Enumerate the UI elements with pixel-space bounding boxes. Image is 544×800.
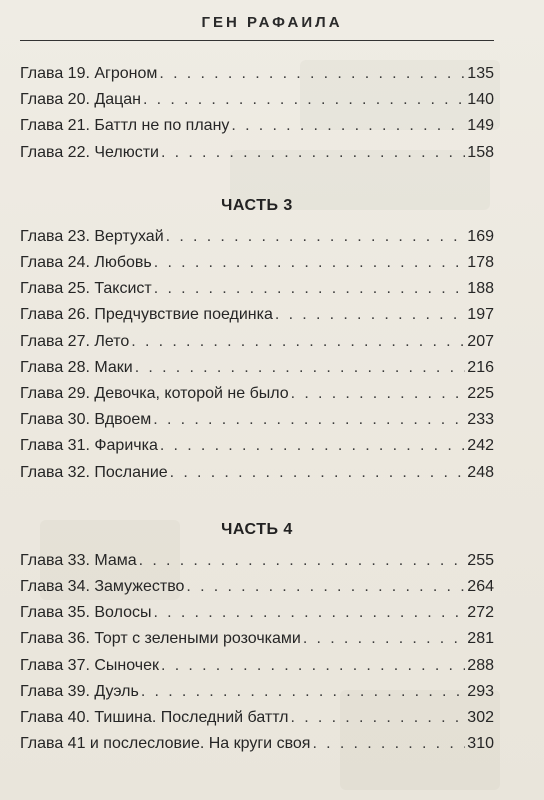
dot-leader [131,332,465,352]
running-head: ГЕН РАФАИЛА [201,14,343,31]
dot-leader [154,253,466,273]
toc-entry-page-number: 225 [467,385,494,402]
dot-leader [161,656,465,676]
toc-entry-page-number: 169 [467,227,494,245]
toc-entry-page-number: 248 [467,463,494,481]
dot-leader [231,116,465,136]
toc-entry-page-number: 281 [467,630,494,648]
toc-entry [20,60,494,84]
toc-entry-title: Глава 39. Дуэль [20,682,139,700]
toc-entry-title: Глава 28. Маки [20,358,133,376]
part-heading: ЧАСТЬ 3 [221,196,293,214]
dot-leader [154,279,466,299]
toc-entry-title: Глава 20. Дацан [20,91,141,109]
toc-entry-title: Глава 35. Волосы [20,604,152,622]
dot-leader [166,227,466,247]
toc-entry-page-number: 310 [467,735,494,753]
toc-entry-page-number: 216 [467,358,494,376]
toc-entry-title: Глава 36. Торт с зелеными розочками [20,630,301,648]
toc-entry [20,328,494,352]
toc-entry-page-number: 207 [467,332,494,350]
toc-entry-page-number: 197 [467,306,494,324]
toc-entry-page-number: 302 [467,709,494,726]
toc-entry-title: Глава 26. Предчувствие поединка [20,306,273,324]
toc-entry-page-number: 158 [467,143,494,161]
dot-leader [159,64,465,84]
toc-entry-title: Глава 27. Лето [20,332,130,350]
toc-entry-page-number: 140 [467,91,494,109]
toc-entry-title: Глава 40. Тишина. Последний баттл [20,709,289,726]
toc-entry-title: Глава 21. Баттл не по плану [20,117,230,135]
toc-entry [20,547,494,571]
dot-leader [141,682,465,702]
toc-entry-title: Глава 30. Вдвоем [20,411,152,429]
toc-entry-title: Глава 29. Девочка, которой не было [20,385,289,402]
dot-leader [275,305,465,325]
header-rule [20,40,494,41]
toc-entry-page-number: 149 [467,117,494,135]
toc-entry-title: Глава 23. Вертухай [20,227,164,245]
toc-entry-title: Глава 33. Мама [20,551,137,569]
dot-leader [291,708,466,728]
toc-entry [20,459,494,483]
toc-entry-title: Глава 19. Агроном [20,65,158,82]
toc-entry [20,730,494,754]
toc-entry [20,678,494,702]
toc-entry-title: Глава 25. Таксист [20,280,152,298]
dot-leader [170,463,466,483]
toc-entry-page-number: 178 [467,254,494,271]
toc-entry-title: Глава 31. Фаричка [20,437,158,455]
toc-entry-page-number: 293 [467,682,494,700]
toc-entry [20,301,494,325]
toc-entry [20,704,494,728]
dot-leader [160,436,465,456]
toc-entry-page-number: 242 [467,437,494,455]
toc-entry-title: Глава 22. Челюсти [20,143,159,161]
toc-entry-page-number: 255 [467,551,494,569]
toc-entry [20,573,494,597]
toc-entry-page-number: 188 [467,280,494,298]
dot-leader [303,629,465,649]
toc-entry-title: Глава 34. Замужество [20,578,185,595]
toc-entry [20,625,494,649]
dot-leader [186,577,465,597]
toc-entry [20,249,494,273]
toc-entry-title: Глава 32. Послание [20,463,168,481]
toc-entry-page-number: 272 [467,604,494,622]
dot-leader [161,143,465,163]
toc-entry [20,380,494,404]
toc-entry [20,652,494,676]
toc-entry-page-number: 233 [467,411,494,429]
toc-entry [20,599,494,623]
toc-entry-title: Глава 41 и послесловие. На круги своя [20,735,311,753]
toc-entry [20,223,494,247]
toc-entry [20,275,494,299]
toc-entry [20,354,494,378]
dot-leader [153,603,465,623]
part-heading: ЧАСТЬ 4 [221,520,293,538]
toc-entry-page-number: 135 [467,65,494,82]
toc-entry [20,86,494,110]
toc-entry-title: Глава 37. Сыночек [20,656,160,674]
toc-entry [20,406,494,430]
dot-leader [135,358,466,378]
dot-leader [153,410,465,430]
dot-leader [312,734,465,754]
dot-leader [291,384,466,404]
dot-leader [139,551,466,571]
toc-entry-page-number: 264 [467,578,494,595]
toc-entry-title: Глава 24. Любовь [20,254,152,271]
toc-entry [20,139,494,163]
toc-entry-page-number: 288 [467,656,494,674]
dot-leader [143,90,465,110]
toc-entry [20,112,494,136]
toc-entry [20,432,494,456]
